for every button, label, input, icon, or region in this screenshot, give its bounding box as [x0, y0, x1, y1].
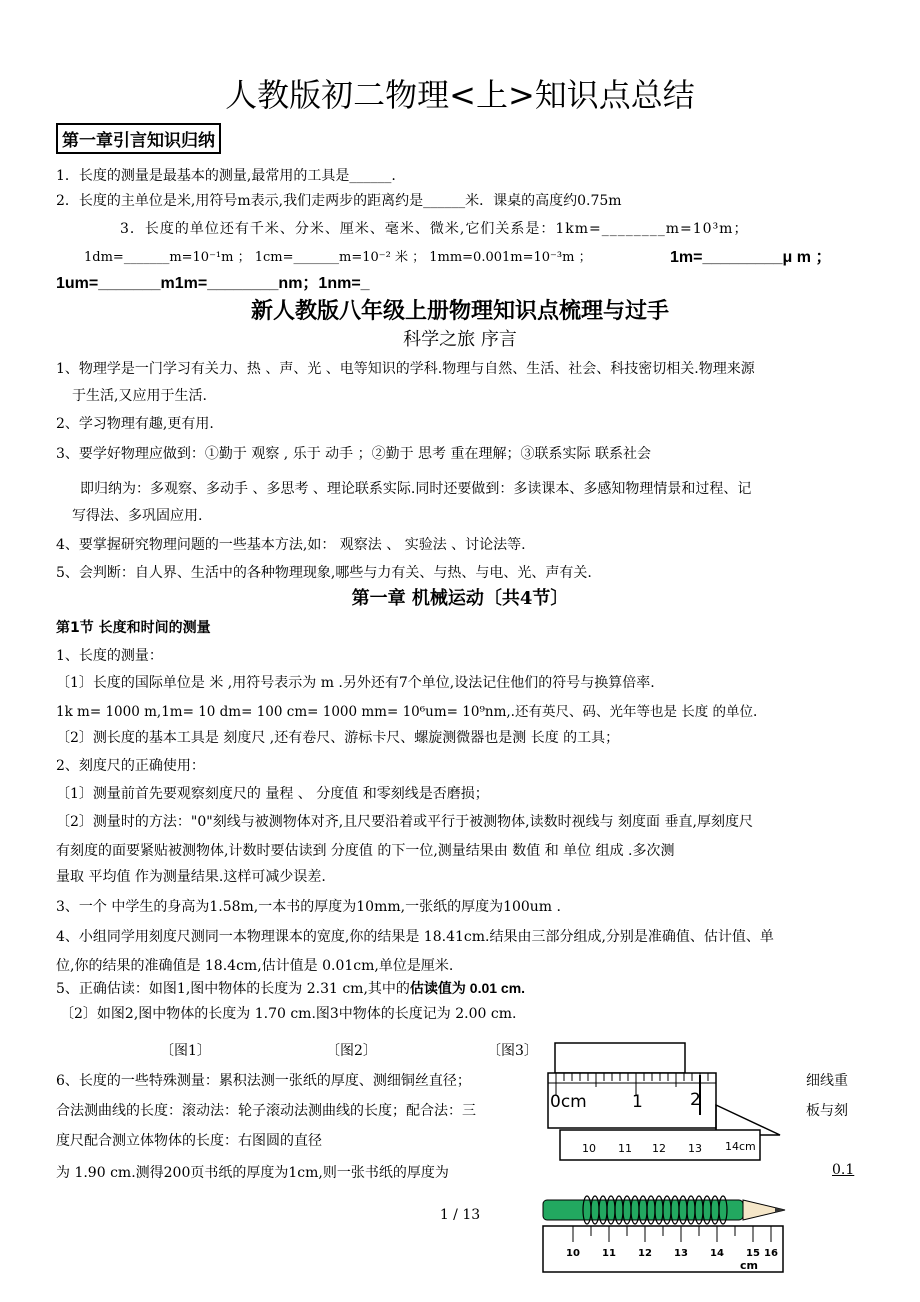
fig-label-3: 〔图3〕	[487, 1043, 538, 1059]
ch1-line-3: 1k m= 1000 m,1m= 10 dm= 100 cm= 1000 mm= 10⁶um= 10⁹nm,.还有英尺、码、光年等也是 长度 的单位.	[56, 704, 758, 720]
fig-label-1: 〔图1〕	[160, 1043, 211, 1059]
ch1-line-11: 4、小组同学用刻度尺测同一本物理课本的宽度,你的结果是 18.41cm.结果由三部分组成,分别是准确值、估计值、单	[56, 929, 774, 945]
ch1-line-14: 〔2〕如图2,图中物体的长度为 1.70 cm.图3中物体的长度记为 2.00 cm.	[60, 1006, 517, 1022]
intro-line-4b: 1m=_________μ m ；	[670, 249, 832, 266]
ch1-line-17a: 合法测曲线的长度：滚动法：轮子滚动法测曲线的长度；配合法：三	[56, 1103, 476, 1119]
ruler1-bottom-0: 10	[582, 1142, 596, 1155]
intro-line-3: 3．长度的单位还有千米、分米、厘米、毫米、微米,它们关系是：1km=________m=10³m；	[120, 221, 749, 237]
ruler2-label-1: 11	[602, 1248, 616, 1259]
ch1-line-10: 3、一个 中学生的身高为1.58m,一本书的厚度为10mm,一张纸的厚度为100um .	[56, 899, 561, 915]
ch1-line-5: 2、刻度尺的正确使用：	[56, 758, 205, 774]
ruler1-label-2: 2	[690, 1090, 701, 1110]
ruler2-label-4: 14	[710, 1248, 724, 1259]
ch1-line-12: 位,你的结果的准确值是 18.4cm,估计值是 0.01cm,单位是厘米.	[56, 958, 454, 974]
ruler-figure-2	[535, 1180, 795, 1280]
ch1-line-13	[56, 978, 525, 998]
ruler2-label-6: 16	[764, 1248, 778, 1259]
ruler-figure-1	[540, 1035, 790, 1165]
chapter1-heading: 第一章 机械运动〔共4节〕	[351, 588, 569, 609]
intro-para-1b: 于生活,又应用于生活.	[72, 388, 207, 404]
sub-heading: 科学之旅 序言	[403, 329, 517, 350]
ch1-line-2: 〔1〕长度的国际单位是 米 ,用符号表示为 m .另外还有7个单位,设法记住他们的符号与换算倍率.	[56, 675, 655, 691]
section1-heading: 第1节 长度和时间的测量	[56, 620, 211, 636]
ruler1-label-0: 0cm	[550, 1092, 587, 1112]
ch1-line-13a: 5、正确估读：如图1,图中物体的长度为 2.31 cm,其中的	[56, 981, 410, 997]
page-footer: 1 / 13	[439, 1207, 481, 1223]
intro-para-4a: 即归纳为：多观察、多动手 、多思考 、理论联系实际.同时还要做到：多读课本、多感知物理情景和过程、记	[80, 481, 752, 497]
ruler2-label-0: 10	[566, 1248, 580, 1259]
ch1-line-16b: 细线重	[806, 1073, 848, 1089]
fig-label-2: 〔图2〕	[326, 1043, 377, 1059]
ruler1-bottom-1: 11	[618, 1142, 632, 1155]
ch1-line-19: 为 1.90 cm.测得200页书纸的厚度为1cm,则一张书纸的厚度为	[56, 1165, 449, 1181]
intro-para-6: 5、会判断：自人界、生活中的各种物理现象,哪些与力有关、与热、与电、光、声有关.	[56, 565, 592, 581]
chapter-intro-heading: 第一章引言知识归纳	[56, 123, 221, 154]
ruler2-label-2: 12	[638, 1248, 652, 1259]
ch1-line-13b: 估读值为	[409, 980, 466, 996]
ch1-line-1: 1、长度的测量：	[56, 648, 163, 664]
ch1-line-17b: 板与刻	[806, 1103, 848, 1119]
intro-para-4b: 写得法、多巩固应用.	[72, 508, 203, 524]
ruler1-label-1: 1	[632, 1092, 643, 1112]
ruler2-label-5: 15	[746, 1248, 760, 1259]
ruler2-label-3: 13	[674, 1248, 688, 1259]
ch1-line-4: 〔2〕测长度的基本工具是 刻度尺 ,还有卷尺、游标卡尺、螺旋测微器也是测 长度 的工具；	[56, 730, 620, 746]
main-heading: 新人教版八年级上册物理知识点梳理与过手	[250, 299, 669, 324]
ch1-line-9: 量取 平均值 作为测量结果.这样可减少误差.	[56, 869, 326, 885]
ch1-line-18: 度尺配合测立体物体的长度：右图圆的直径	[56, 1133, 322, 1149]
ruler1-bottom-3: 13	[688, 1142, 702, 1155]
intro-line-4: 1dm=_______m=10⁻¹m ； 1cm=_______m=10⁻² 米 ； 1mm=0.001m=10⁻³m ；	[84, 250, 592, 265]
ch1-line-7: 〔2〕测量时的方法："0"刻线与被测物体对齐,且尺要沿着或平行于被测物体,读数时视线与 刻度面 垂直,厚刻度尺	[56, 814, 753, 830]
intro-line-5: 1um=_______m1m=________nm；1nm=_	[56, 275, 370, 292]
intro-para-3: 3、要学好物理应做到：①勤于 观察 , 乐于 动手 ；②勤于 思考 重在理解；③联系实际 联系社会	[56, 446, 651, 462]
ruler1-bottom-2: 12	[652, 1142, 666, 1155]
page-title: 人教版初二物理<上>知识点总结	[225, 76, 695, 114]
intro-para-2: 2、学习物理有趣,更有用.	[56, 416, 214, 432]
intro-para-5: 4、要掌握研究物理问题的一些基本方法,如： 观察法 、 实验法 、讨论法等.	[56, 537, 526, 553]
ruler2-unit: cm	[740, 1259, 758, 1272]
intro-line-1: 1．长度的测量是最基本的测量,最常用的工具是______.	[56, 168, 396, 184]
intro-para-1a: 1、物理学是一门学习有关力、热 、声、光 、电等知识的学科.物理与自然、生活、社会、科技密切相关.物理来源	[56, 361, 755, 377]
ch1-line-16a: 6、长度的一些特殊测量：累积法测一张纸的厚度、测细铜丝直径；	[56, 1073, 471, 1089]
ch1-line-8: 有刻度的面要紧贴被测物体,计数时要估读到 分度值 的下一位,测量结果由 数值 和 单位 组成 .多次测	[56, 843, 675, 859]
ruler1-bottom-4: 14cm	[725, 1140, 756, 1153]
ch1-line-13c: 0.01 cm.	[465, 980, 526, 996]
ch1-line-6: 〔1〕测量前首先要观察刻度尺的 量程 、 分度值 和零刻线是否磨损；	[56, 786, 489, 802]
ch1-line-19b: 0.1	[832, 1162, 855, 1178]
intro-line-2: 2．长度的主单位是米,用符号m表示,我们走两步的距离约是______米．课桌的高度约0.75m	[56, 193, 622, 209]
